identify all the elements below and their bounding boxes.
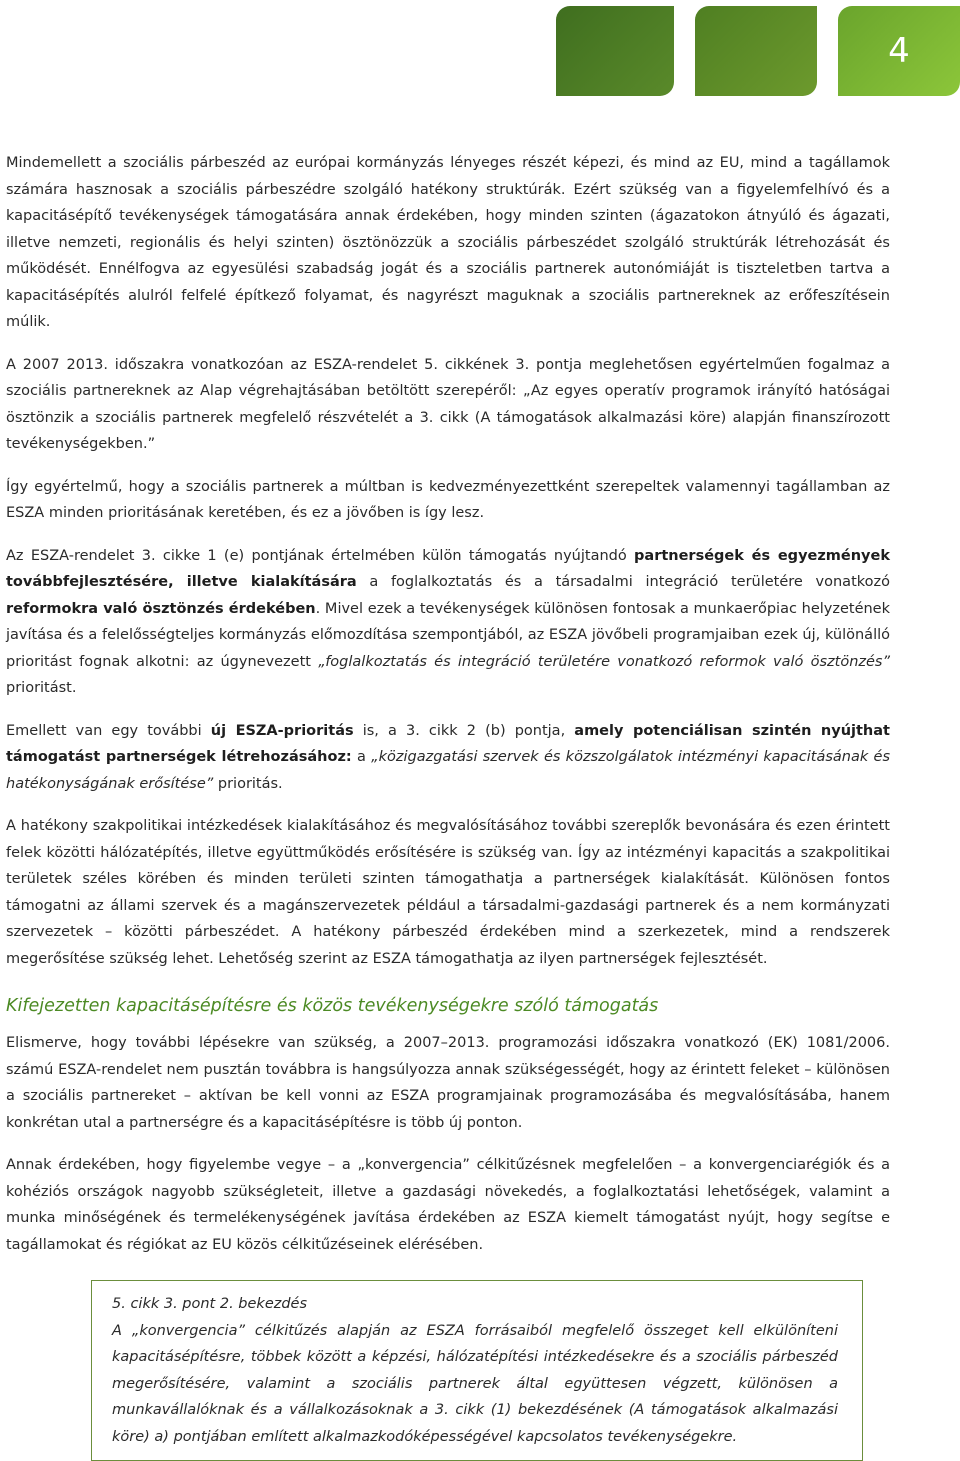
text-run: prioritást. <box>6 680 77 696</box>
text-run: Emellett van egy további <box>6 722 211 739</box>
text-run: . Mivel ezek a tevékenységek különösen fontosak a munkaerőpiac helyzetének javítása és a felelősségteljes kormányzás előmozdítása szempontjából, az ESZA jövőbeli programjaiban ezek új, különálló prioritást fognak alkotni: az úgynevezett <box>6 600 890 670</box>
paragraph-7: Elismerve, hogy további lépésekre van szükség, a 2007–2013. programozási időszakra vonatkozó (EK) 1081/2006. számú ESZA-rendelet nem pusztán továbbra is hangsúlyozza annak szükségességét, hogy az érintett feleket – különösen a szociális partnereket – aktívan be kell vonni az ESZA programjainak programozásába és megvalósításába, hanem konkrétan utal a partnerségre és a kapacitásépítésre is több új ponton. <box>6 1035 890 1131</box>
paragraph-4 <box>6 543 890 702</box>
page-number: 4 <box>888 31 910 71</box>
paragraph-6: A hatékony szakpolitikai intézkedések kialakításához és megvalósításához további szereplők bevonására és ezen érintett felek közötti hálózatépítés, illetve együttműködés erősítésére is szükség van. Így az intézményi kapacitás a szakpolitikai területek széles körében és minden területi szinten támogathatja a partnerségek kialakítását. Különösen fontos támogatni az állami szervek és a magánszervezetek például a társadalmi-gazdasági partnerek és a nem kormányzati szervezetek – közötti párbeszédet. A hatékony párbeszéd érdekében mind a szerkezetek, mind a rendszerek megerősítése szükség lehet. Lehetőség szerint az ESZA támogathatja az ilyen partnerségek fejlesztését. <box>6 818 890 967</box>
quote-box <box>91 1280 863 1461</box>
text-run: a foglalkoztatás és a társadalmi integráció területére vonatkozó <box>356 574 890 590</box>
paragraph-5 <box>6 718 890 798</box>
bold-run: amely potenciálisan szintén nyújthat támogatást partnerségek létrehozásához: <box>6 722 890 765</box>
text-run: a <box>351 749 372 765</box>
header-tabs <box>0 0 960 100</box>
paragraph-1: Mindemellett a szociális párbeszéd az európai kormányzás lényeges részét képezi, és mind az EU, mind a tagállamok számára hasznosak a szociális párbeszédre szolgáló hatékony struktúrák. Ezért szükség van a figyelemfelhívó és a kapacitásépítő tevékenységek támogatására annak érdekében, hogy minden szinten (ágazatokon átnyúló és ágazati, illetve nemzeti, regionális és helyi szinten) ösztönözzük a szociális párbeszédet szolgáló struktúrák létrehozását és működését. Ennélfogva az egyesülési szabadság jogát és a szociális partnerek autonómiáját is tiszteletben tartva a kapacitásépítés alulról felfelé építkező folyamat, és nagyrészt maguknak a szociális partnereknek az erőfeszítésein múlik. <box>6 155 890 330</box>
text-run: prioritás. <box>213 775 283 792</box>
section-heading: Kifejezetten kapacitásépítésre és közös tevékenységekre szóló támogatás <box>6 996 659 1016</box>
italic-run: „foglalkoztatás és integráció területére vonatkozó reformok való ösztönzés” <box>318 653 890 670</box>
italic-run: „közigazgatási szervek és közszolgálatok intézményi kapacitásának és hatékonyságának erősítése” <box>6 749 890 792</box>
paragraph-3: Így egyértelmű, hogy a szociális partnerek a múltban is kedvezményezettként szerepeltek valamennyi tagállamban az ESZA minden prioritásának keretében, és ez a jövőben is így lesz. <box>6 478 890 521</box>
bold-run: partnerségek és egyezmények továbbfejlesztésére, illetve kialakítására <box>6 547 890 590</box>
text-run: Az ESZA-rendelet 3. cikke 1 (e) pontjának értelmében külön támogatás nyújtandó <box>6 547 635 564</box>
text-run: is, a 3. cikk 2 (b) pontja, <box>353 722 575 739</box>
document-body <box>6 150 890 1461</box>
bold-run: új ESZA-prioritás <box>210 722 354 739</box>
page-number-tab <box>838 6 960 96</box>
decorative-tab-mid <box>695 6 817 96</box>
paragraph-8: Annak érdekében, hogy figyelembe vegye – a „konvergencia” célkitűzésnek megfelelően – a konvergenciarégiók és a kohéziós országok nagyobb szükségleteit, illetve a gazdasági növekedés, a foglalkoztatási lehetőségek, valamint a munka minőségének és termelékenységének javítása érdekében az ESZA kiemelt támogatást nyújt, hogy segítse e tagállamokat és régiókat az EU közös célkitűzéseinek elérésében. <box>6 1157 890 1253</box>
paragraph-2: A 2007 2013. időszakra vonatkozóan az ESZA-rendelet 5. cikkének 3. pontja meglehetősen egyértelműen fogalmaz a szociális partnereknek az Alap végrehajtásában betöltött szerepéről: „Az egyes operatív programok irányító hatóságai ösztönzik a szociális partnerek megfelelő részvételét a 3. cikk (A támogatások alkalmazási köre) alapján finanszírozott tevékenységekben.” <box>6 356 890 452</box>
quote-box-text: A „konvergencia” célkitűzés alapján az ESZA forrásaiból megfelelő összeget kell elkülöníteni kapacitásépítésre, többek között a képzési, hálózatépítési intézkedésekre és a szociális párbeszéd megerősítésére, valamint a szociális partnerek által együttesen végzett, különösen a munkavállalóknak és a vállalkozásoknak a 3. cikk (1) bekezdésének (A támogatások alkalmazási köre) a) pontjában említett alkalmazkodóképességével kapcsolatos tevékenységekre. <box>112 1322 838 1445</box>
quote-box-title: 5. cikk 3. pont 2. bekezdés <box>112 1296 308 1312</box>
bold-run: reformokra való ösztönzés érdekében <box>6 600 316 617</box>
decorative-tab-dark <box>556 6 674 96</box>
